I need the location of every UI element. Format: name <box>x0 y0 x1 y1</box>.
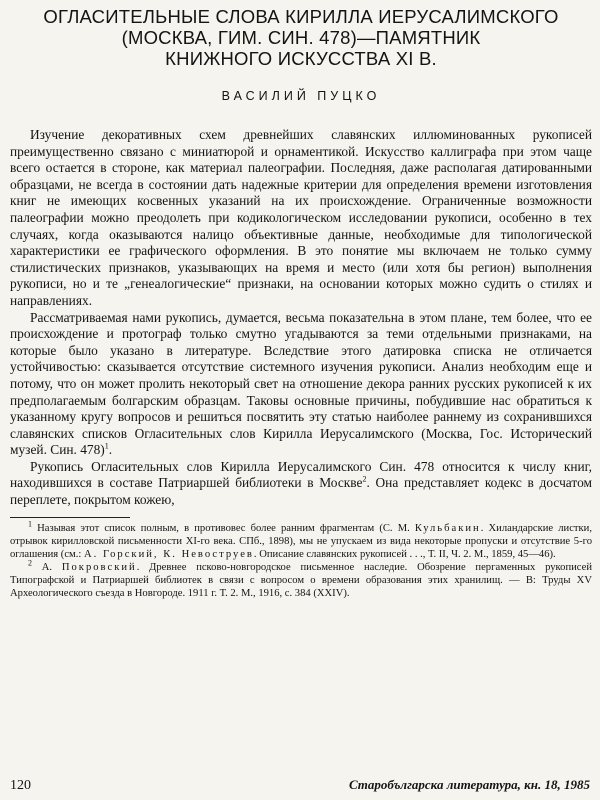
body-paragraph-2 <box>10 310 592 459</box>
paragraph-2-text: Рассматриваемая нами рукопись, думается, весьма показательна в этом плане, тем более, что ее происхождение и протограф только смутно угадываются за теми отдельными признаками, на которые было указано в литературе. Вследствие этого датировка списка не отличается устойчивостью: сказывается отсутствие системного изучения рукописи. Анализ необходим еще и потому, что он может пролить некоторый свет на отношение декора ранних русских рукописей к их предполагаемым болгарским образцам. Таковы основные причины, побудившие нас обратиться к указанному кругу вопросов и решиться посвятить эту статью наиболее раннему из сохранившихся славянских списков Огласительных слов Кирилла Иерусалимского (Москва, Гос. Исторический музей. Син. 478) <box>10 309 592 458</box>
title-line-3: КНИЖНОГО ИСКУССТВА XI В. <box>165 48 437 69</box>
article-title <box>10 6 592 69</box>
footnote-ref-2[interactable]: 2 <box>362 475 367 484</box>
paragraph-3-text: Рукопись Огласительных слов Кирилла Иерусалимского Син. 478 относится к числу книг, находившихся в составе Патриаршей библиотеки в Москве <box>10 458 592 491</box>
article-body <box>10 127 592 509</box>
footnote-1-after: . Хиландарские листки, отрывок кирилловской письменности XI-го века. СПб., 1898), мы не упускаем из вида некоторые пропуски и отсутствие 5-го оглашения (см.: <box>10 522 592 560</box>
footnote-divider <box>10 517 130 518</box>
paragraph-3-tail: . Она представляет кодекс в досчатом переплете, покрытом кожею, <box>10 475 592 508</box>
footnote-1-after2: . Описание славянских рукописей . . ., Т. II, Ч. 2. М., 1859, 45—46). <box>253 548 556 560</box>
footnote-2-name: Покровский <box>61 561 137 573</box>
footnote-2-mark: 2 <box>28 558 32 568</box>
title-line-1: ОГЛАСИТЕЛЬНЫЕ СЛОВА КИРИЛЛА ИЕРУСАЛИМСКОГО <box>43 6 559 27</box>
page-number: 120 <box>10 778 31 793</box>
body-paragraph-3 <box>10 459 592 509</box>
page-footer <box>10 777 590 794</box>
footnote-2-after: . Древнее псково-новгородское письменное наследие. Обозрение пергаменных рукописей Типографской и Патриаршей библиотек в связи с вопросом о времени образования этих хранилищ. — В: Труды XV Археологического съезда в Новгороде. 1911 г. Т. 2. М., 1916, с. 384 (XXIV). <box>10 561 592 599</box>
body-paragraph-1 <box>10 127 592 310</box>
footnote-2-before: А. <box>41 561 62 573</box>
footnotes <box>10 519 592 600</box>
title-line-2: (МОСКВА, ГИМ. СИН. 478)—ПАМЯТНИК <box>121 27 481 48</box>
journal-reference: Старобългарска литература, кн. 18, 1985 <box>348 777 590 792</box>
paragraph-2-tail: . <box>108 442 113 458</box>
author-name: ВАСИЛИЙ ПУЦКО <box>221 89 381 103</box>
footnote-1-before: Называя этот список полным, в противовес более ранним фрагментам (С. М. <box>37 522 415 534</box>
footnote-1-mark: 1 <box>28 519 32 529</box>
footnote-2 <box>10 558 592 600</box>
footnote-1 <box>10 519 592 561</box>
footnote-1-name2: А. Горский, К. Невоструев <box>84 548 254 560</box>
footnote-1-name: Кульбакин <box>414 522 481 534</box>
footnote-ref-1[interactable]: 1 <box>104 441 109 451</box>
paragraph-1-text: Изучение декоративных схем древнейших славянских иллюминованных рукописей преимущественно связано с миниатюрой и орнаментикой. Искусство каллиграфа при этом чаще всего остается в стороне, как материал палеографии. Последняя, даже располагая датированными образцами, не всегда в состоянии дать надежные критерии для определения времени изготовления книг не имеющих косвенных указаний на их происхождение. Ограниченные возможности палеографии можно преодолеть при кодикологическом исследовании рукописи, особенно в тех случаях, когда оказываются налицо объективные данные, необходимые для типологической характеристики ее графического оформления. В это понятие мы включаем не только сумму стилистических признаков, указывающих на время и место (или хотя бы регион) выполнения рукописи, но и те „генеалогические“ признаки, на основании которых можно судить о стилях и направлениях. <box>10 127 592 308</box>
